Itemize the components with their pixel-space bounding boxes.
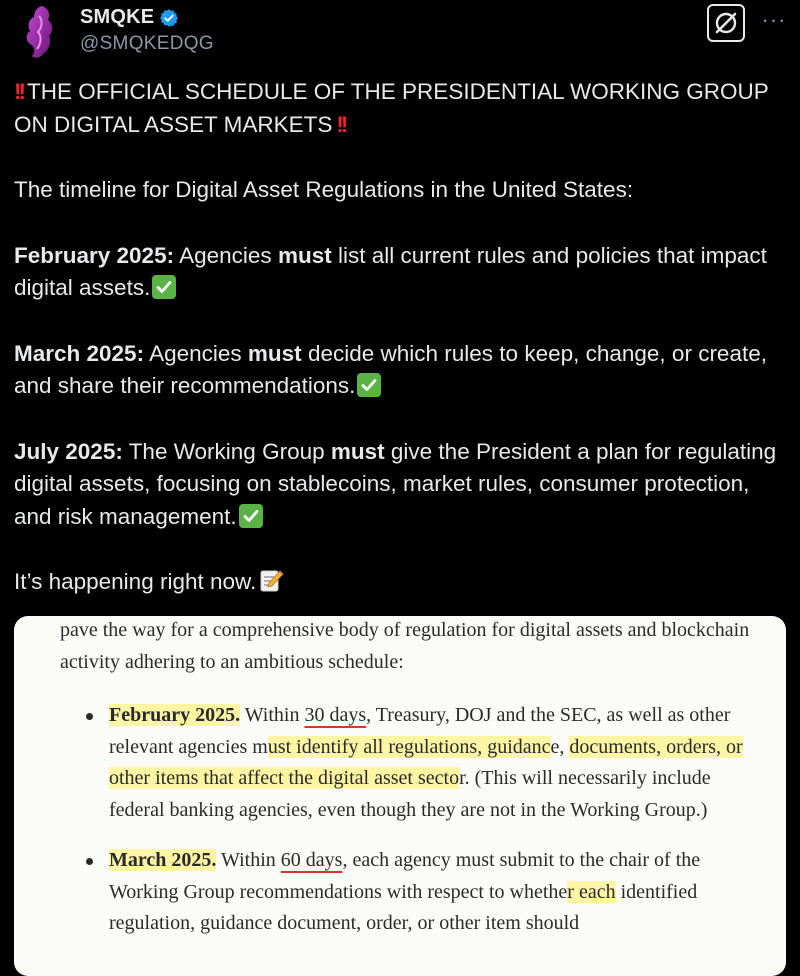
grok-button[interactable]: [707, 4, 745, 42]
tweet-item-march: March 2025: Agencies must decide which rules to keep, change, or create, and share their recommendations.: [14, 340, 767, 398]
check-mark-button-icon: [239, 504, 263, 528]
author-name-row[interactable]: [80, 6, 179, 29]
double-exclamation-icon: !!: [14, 79, 23, 104]
memo-icon: [258, 568, 284, 594]
author-handle[interactable]: @SMQKEDQG: [80, 33, 214, 54]
more-horizontal-icon: ···: [761, 7, 787, 32]
tweet-item-february: February 2025: Agencies must list all current rules and policies that impact digital assets.: [14, 242, 767, 300]
document-list: [14, 700, 786, 940]
verified-badge-icon: [159, 8, 179, 28]
tweet-text: [14, 76, 786, 599]
author-name[interactable]: SMQKE: [80, 6, 155, 28]
tweet-intro: The timeline for Digital Asset Regulations in the United States:: [14, 177, 634, 202]
check-mark-button-icon: [357, 373, 381, 397]
document-item-february: February 2025. Within 30 days, Treasury, DOJ and the SEC, as well as other relevant agencies must identify all regulations, guidance, documents, orders, or other items that affect the digital asset sector. (This will necessarily include federal banking agencies, even though they are not in the Working Group.): [14, 700, 759, 826]
tweet-closing: It’s happening right now.: [14, 566, 786, 599]
check-mark-button-icon: [152, 275, 176, 299]
tweet-headline: !! THE OFFICIAL SCHEDULE OF THE PRESIDENTIAL WORKING GROUP ON DIGITAL ASSET MARKETS !!: [14, 79, 769, 137]
tweet-item-july: July 2025: The Working Group must give the President a plan for regulating digital assets, focusing on stablecoins, market rules, consumer protection, and risk management.: [14, 438, 777, 529]
double-exclamation-icon: !!: [336, 111, 346, 137]
bullet: [86, 713, 93, 720]
attached-document-image[interactable]: [14, 616, 786, 976]
document-item-march: March 2025. Within 60 days, each agency must submit to the chair of the Working Group recommendations with respect to whether each identified regulation, guidance document, order, or other item should: [14, 845, 759, 940]
grok-icon: [713, 10, 739, 36]
avatar[interactable]: [18, 4, 64, 60]
tweet-header: [0, 0, 800, 70]
bullet: [86, 858, 93, 865]
more-options-button[interactable]: [760, 7, 788, 36]
document-intro: pave the way for a comprehensive body of regulation for digital assets and blockchain activity adhering to an ambitious schedule:: [60, 619, 750, 673]
